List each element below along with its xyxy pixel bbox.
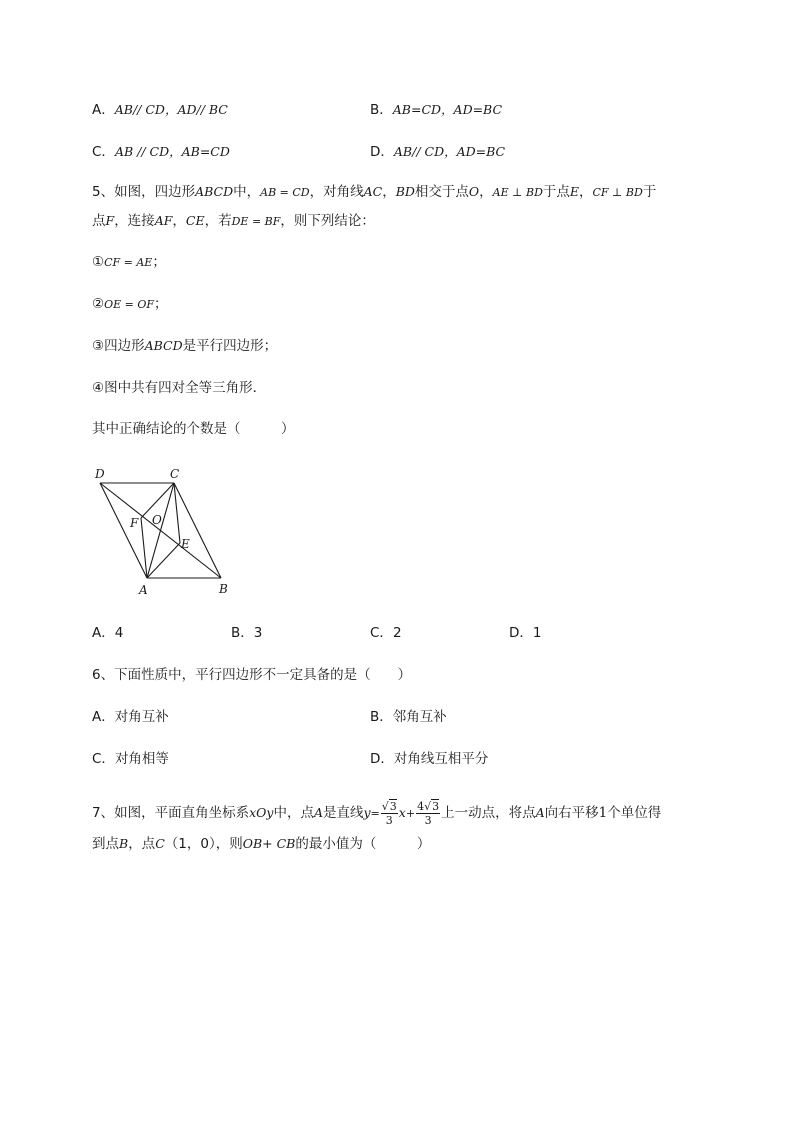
q6-option-b	[370, 708, 447, 726]
label-d: D	[95, 467, 105, 481]
q5-text: 于	[642, 184, 657, 200]
q6-option-d-letter: D．	[370, 751, 394, 767]
q4-option-a	[92, 101, 228, 119]
geometry-figure	[88, 462, 248, 602]
q5-text: ，若	[204, 213, 232, 229]
q7-math: OB+ CB	[242, 836, 296, 851]
q7-math: xOy	[249, 805, 274, 820]
q6-option-b-letter: B．	[370, 709, 393, 725]
q5-text: 如图，四边形	[114, 184, 196, 200]
conclusion-mark: ①	[92, 254, 105, 270]
q5-text: ，	[172, 213, 186, 229]
q6-option-c-letter: C．	[92, 751, 115, 767]
conclusion-math: OE = OF	[104, 298, 155, 311]
q7-text: 的最小值为（ ）	[295, 836, 431, 852]
q4-option-a-text: AB// CD，AD// BC	[114, 102, 228, 117]
segment-af	[141, 518, 147, 578]
conclusion-text: 图中共有四对全等三角形．	[104, 380, 267, 396]
q5-conclusion-4	[92, 379, 266, 397]
q5-option-a-text: 4	[114, 625, 124, 641]
q5-math: DE = BF	[231, 215, 281, 228]
conclusion-tail: ；	[154, 296, 168, 312]
q4-option-b	[370, 101, 502, 119]
conclusion-tail: ；	[152, 254, 166, 270]
conclusion-math: ABCD	[144, 338, 183, 353]
conclusion-mark: ③	[92, 338, 105, 354]
q7-math: A	[535, 805, 545, 820]
q5-math: F	[105, 213, 115, 228]
q6-option-c	[92, 750, 169, 768]
q4-option-b-text: AB=CD，AD=BC	[392, 102, 503, 117]
fraction-numerator: √3	[381, 799, 397, 813]
label-f: F	[130, 516, 139, 530]
q5-conclusion-1	[92, 253, 166, 272]
q7-math: =	[370, 807, 380, 820]
segment-ce	[174, 483, 180, 543]
q5-question-text: 其中正确结论的个数是（ ）	[92, 421, 295, 437]
q7-stem-line2	[92, 835, 430, 853]
fraction-sqrt3-over-3	[381, 800, 398, 827]
q7-math: +	[405, 807, 416, 820]
q6-text: 6、下面性质中，平行四边形不一定具备的是（ ）	[92, 667, 412, 683]
q5-math: AE ⊥ BD	[492, 186, 543, 199]
q5-option-b-text: 3	[253, 625, 263, 641]
q7-math: y	[363, 805, 371, 820]
side-ad	[100, 483, 147, 578]
q6-option-a-letter: A．	[92, 709, 115, 725]
sqrt-radicand: 3	[389, 799, 397, 813]
label-b: B	[219, 582, 228, 596]
q4-option-d	[370, 143, 505, 161]
q5-option-a	[92, 624, 123, 642]
conclusion-math: CF = AE	[104, 256, 153, 269]
q5-math: AC	[363, 184, 383, 199]
q7-math: A	[313, 805, 323, 820]
q5-option-c-letter: C．	[370, 625, 393, 641]
fraction-denominator: 3	[424, 813, 432, 827]
q6-option-a-text: 对角互补	[114, 709, 169, 725]
q5-text: ，	[479, 184, 493, 200]
q4-option-d-letter: D．	[370, 144, 394, 160]
conclusion-tail: 是平行四边形；	[182, 338, 278, 354]
q5-math: CE	[185, 213, 205, 228]
q7-stem-line1	[92, 799, 661, 828]
q6-stem	[92, 666, 411, 684]
conclusion-pre: 四边形	[104, 338, 145, 354]
q4-option-c-text: AB // CD，AB=CD	[114, 144, 230, 159]
q5-math: AB = CD	[260, 186, 310, 199]
q5-option-d	[509, 624, 542, 642]
q5-text: 中，	[233, 184, 261, 200]
q5-option-c-text: 2	[392, 625, 402, 641]
q6-option-d	[370, 750, 488, 768]
q5-option-a-letter: A．	[92, 625, 115, 641]
q5-option-b	[231, 624, 262, 642]
q5-option-c	[370, 624, 402, 642]
q7-text: ，点	[128, 836, 156, 852]
q5-math: AF	[154, 213, 173, 228]
q4-option-d-text: AB// CD，AD=BC	[393, 144, 506, 159]
q5-math: BD	[395, 184, 415, 199]
q7-text: 个单位得	[607, 805, 662, 821]
q7-math: x	[398, 805, 406, 820]
q5-text: 相交于点	[414, 184, 469, 200]
q6-option-b-text: 邻角互补	[392, 709, 447, 725]
q5-option-b-letter: B．	[231, 625, 254, 641]
q5-math: O	[468, 184, 480, 199]
q7-text: 上一动点，将点	[441, 805, 536, 821]
side-cb	[174, 483, 221, 578]
q4-option-c	[92, 143, 230, 161]
q7-text: 中，点	[273, 805, 314, 821]
q5-text: ，对角线	[309, 184, 364, 200]
fraction-numerator: 4√3	[417, 799, 440, 813]
conclusion-mark: ②	[92, 296, 105, 312]
q7-text: 向右平移	[544, 805, 599, 821]
q7-math: B	[119, 836, 129, 851]
q6-option-a	[92, 708, 169, 726]
q5-text: ，连接	[114, 213, 155, 229]
q5-text: ，	[382, 184, 396, 200]
q7-text: 到点	[92, 836, 119, 852]
q4-option-b-letter: B．	[370, 102, 393, 118]
fraction-4sqrt3-over-3	[416, 800, 440, 827]
label-o: O	[152, 513, 162, 527]
conclusion-mark: ④	[92, 380, 105, 396]
q5-option-d-text: 1	[532, 625, 542, 641]
q7-text: 7、如图，平面直角坐标系	[92, 805, 250, 821]
q5-text: 点	[92, 213, 106, 229]
coefficient: 4	[417, 799, 425, 813]
q5-text: ，则下列结论：	[280, 213, 375, 229]
q5-math: CF ⊥ BD	[592, 186, 643, 199]
fraction-denominator: 3	[385, 813, 393, 827]
q5-conclusion-3	[92, 337, 277, 355]
q4-option-c-letter: C．	[92, 144, 115, 160]
q6-option-d-text: 对角线互相平分	[393, 751, 489, 767]
q5-option-d-letter: D．	[509, 625, 533, 641]
q7-text: 是直线	[322, 805, 364, 821]
label-c: C	[170, 467, 180, 481]
sqrt-radicand: 3	[432, 799, 440, 813]
q7-math: C	[155, 836, 165, 851]
q6-option-c-text: 对角相等	[114, 751, 169, 767]
q5-number: 5、	[92, 184, 115, 200]
q7-text: （1，0），则	[164, 836, 243, 852]
q5-question	[92, 420, 295, 438]
q5-conclusion-2	[92, 295, 168, 314]
q4-option-a-letter: A．	[92, 102, 115, 118]
q5-stem-line1	[92, 183, 656, 202]
label-a: A	[139, 583, 148, 597]
q7-number: 1	[598, 805, 608, 821]
q5-math: E	[569, 184, 580, 199]
q5-text: 于点	[542, 184, 570, 200]
q5-stem-line2	[92, 212, 375, 231]
label-e: E	[181, 537, 190, 551]
q5-text: ，	[579, 184, 593, 200]
q5-math: ABCD	[195, 184, 234, 199]
